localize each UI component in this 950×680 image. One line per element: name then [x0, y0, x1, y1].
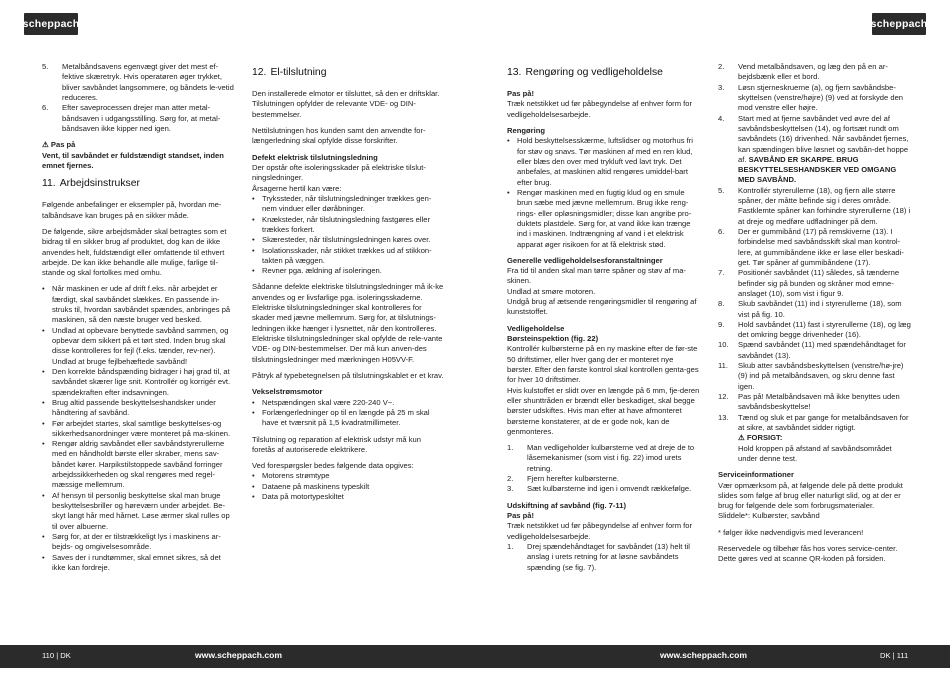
- bullet-item: • Før arbejdet startes, skal samtlige beskyttelses-og sikkerhedsanordninger være monteret på ma-skinen.: [42, 419, 234, 440]
- bullet-item: • Trykssteder, når tilslutningsledninger trækkes gen-nem vinduer eller døråbninger.: [252, 194, 444, 215]
- list-item: 12. Pas på! Metalbåndsaven må ikke benyttes uden savbåndsbeskyttelse!: [718, 392, 900, 412]
- column-4: [718, 62, 911, 571]
- paragraph: Træk netstikket ud før påbegyndelse af enhver form for vedligeholdelsesarbejde.: [507, 99, 693, 119]
- website-link-left[interactable]: www.scheppach.com: [195, 650, 283, 660]
- list-item: 10. Spænd savbåndet (11) med spændehåndtaget for savbåndet (13).: [718, 340, 906, 360]
- paragraph: Reservedele og tilbehør fås hos vores service-center. Dette gøres ved at scanne QR-koden på forsiden.: [718, 544, 898, 564]
- list-item: 1. Man vedligeholder kulbørsterne ved at dreje de to låsemekanismer (som vist i fig. 22) imod urets retning.: [507, 443, 695, 473]
- page-number-left: 110 | DK: [42, 651, 71, 660]
- bullet-item: • Brug altid passende beskyttelseshandsker under håndtering af savbånd.: [42, 398, 234, 419]
- paragraph: Undlad at smøre motoren.: [507, 286, 596, 296]
- page-number-right: DK | 111: [880, 651, 909, 660]
- subheading: Generelle vedligeholdelsesforanstaltninger: [507, 255, 663, 265]
- paragraph: Sådanne defekte elektriske tilslutningsledninger må ik-ke anvendes og er livsfarlige pga. isoleringsskaderne. Elektriske tilslutningsledninger skal kontrolleres for skader med jævne mellemrum. Sørg for, at tilslutnings-ledningen ikke hænger i lysnettet, når den kontrolleres. Elektriske tilslutningsledninger skal opfylde de rele-vante VDE- og DIN-bestemmelser. Der må kun anven-des tilslutningsledninger med mærkningen H05VV-F.: [252, 282, 444, 364]
- list-item: 11. Skub atter savbåndsbeskyttelsen (venstre/hø-jre) (9) ind på metalbåndsaven, og skru denne fast igen.: [718, 361, 904, 391]
- paragraph: Ved forespørgsler bedes følgende data opgives:: [252, 461, 414, 471]
- list-item: 5. Kontrollér styrerullerne (18), og fjern alle større spåner, der måtte befinde sig i deres område. Fastklemte spåner kan forhindre styrerullerne (18) i at dreje og medføre udfladninger på dem.: [718, 185, 911, 226]
- bullet-item: • Sørg for, at der er tilstrækkeligt lys i maskinens ar-bejds- og omgivelsesområde.: [42, 532, 234, 553]
- list-item: 2. Fjern herefter kulbørsterne.: [507, 474, 620, 484]
- subheading: Vekselstrømsmotor: [252, 387, 323, 397]
- bullet-item: • Når maskinen er ude af drift f.eks. når arbejdet er færdigt, skal savbåndet slækkes. En passende in-struks til, hvordan savbåndet spændes, anbringes på maskinen, så den næste bruger ved besked.: [42, 284, 234, 325]
- list-item: 4. Start med at fjerne savbåndet ved øvre del af savbåndsbeskyttelsen (14), og fortsæt rundt om savbåndets (16) drivenhed. Når savbåndet fjernes, kan spændingen blive løsnet og savbån-det hoppe af. SAVBÅND ER SKARPE. BRUG BESKYTTELSESHANDSKER VED OMGANG MED SAVBÅND.: [718, 113, 909, 185]
- paragraph: Vær opmærksom på, at følgende dele på dette produkt slides som følge af brug eller naturligt slid, og at der er brug for følgende dele som forbrugsmaterialer.: [718, 480, 903, 511]
- bullet-item: • Saves der i rundtømmer, skal emnet sikres, så det ikke kan fordreje.: [42, 553, 234, 574]
- paragraph: Følgende anbefalinger er eksempler på, hvordan me-talbåndsave kan bruges på en sikker måde.: [42, 200, 222, 220]
- subheading: Børsteinspektion (fig. 22): [507, 334, 599, 344]
- list-item: 2. Vend metalbåndsaven, og læg den på en ar-bejdsbænk eller et bord.: [718, 62, 888, 82]
- caution-text: Hold kroppen på afstand af savbåndsområdet under denne test.: [738, 443, 892, 463]
- paragraph: Kontrollér kulbørsterne på en ny maskine efter de før-ste 50 driftstimer, eller hver gang der er monteret nye børster. Efter den første kontrol skal kontrollen genta-ges for hver 10 driftstimer.: [507, 344, 699, 385]
- paragraph: Fra tid til anden skal man tørre spåner og støv af ma-skinen.: [507, 266, 686, 286]
- bullet-item: • Netspændingen skal være 220-240 V~.: [252, 398, 444, 408]
- paragraph: De følgende, sikre arbejdsmåder skal betragtes som et bidrag til en sikker brug af produktet, dog kan de ikke anvendes helt, fuldstændigt eller omfattende til ethvert arbejde. De kan ikke behandle alle mulige, farlige til-stande og skal fortolkes med omhu.: [42, 226, 227, 278]
- paragraph: Hvis kulstoffet er slidt over en længde på 6 mm, fje-deren eller shunttråden er brændt eller beskadiget, skal begge børster udskiftes. Hvis man efter at have afmonteret børsterne konstaterer, at de er gode nok, kan de genmonteres.: [507, 385, 700, 436]
- paragraph: Træk netstikket ud før påbegyndelse af enhver form for vedligeholdelsesarbejde.: [507, 521, 693, 541]
- bullet-item: • Rengør aldrig savbåndet eller savbåndstyrerullerne med en håndholdt børste eller skraber, mens sav-båndet kører. Harpikstilstoppede savbånd forringer arbejdssikkerheden og skal rengøres med regel-mæssige mellemrum.: [42, 439, 234, 491]
- bullet-item: • Knæksteder, når tilslutningsledning fastgøres eller trækkes forkert.: [252, 215, 444, 236]
- list-item: 6. Der er gummibånd (17) på remskiverne (13). I forbindelse med savbåndsskift skal man kontrol-lere, at gummibåndene ikke er løse eller beskadi-get. Tør spåner af gummibåndene (17).: [718, 227, 904, 267]
- bullet-item: • Rengør maskinen med en fugtig klud og en smule brun sæbe med jævne mellemrum. Brug ikke reng-rings- eller opløsningsmidler; disse kan angribe pro-duktets plastdele. Sørg for, at vand ikke kan trænge ind i maskinen. Indtrængning af vand i et elektrisk apparat øger risikoen for at få elektrisk stød.: [507, 188, 700, 250]
- column-1: [42, 62, 234, 573]
- list-item: 6. Efter saveprocessen drejer man atter metal-båndsaven i udgangsstilling. Sørg for, at metal-båndsaven ikke kipper ned igen.: [42, 103, 221, 133]
- section-heading-13: 13. Rengøring og vedligeholdelse: [507, 67, 663, 78]
- brand-logo-right: scheppach: [872, 13, 926, 35]
- bullet-item: • Hold beskyttelsesskærme, luftslidser og motorhus fri for støv og snavs. Tør maskinen af med en ren klud, eller blæs den over med trykluft ved lavt tryk. Det anbefales, at maskinen altid rengøres umiddel-bart efter brug.: [507, 136, 700, 188]
- caution-title: ⚠ FORSIGT:: [738, 433, 783, 443]
- list-item: 8. Skub savbåndet (11) ind i styrerullerne (18), som vist på fig. 10.: [718, 299, 902, 319]
- subheading: Vedligeholdelse: [507, 323, 565, 333]
- list-item: [718, 433, 911, 443]
- bullet-item: • Isolationsskader, når stikket trækkes ud af stikkon-takten på væggen.: [252, 246, 444, 267]
- bullet-item: • Dataene på maskinens typeskilt: [252, 482, 444, 492]
- warning-inline: SAVBÅND ER SKARPE. BRUG BESKYTTELSESHANDSKER VED OMGANG MED SAVBÅND.: [738, 154, 897, 185]
- paragraph: Der opstår ofte isoleringsskader på elektriske tilslut-ningsledninger.: [252, 163, 426, 183]
- paragraph: Tilslutning og reparation af elektrisk udstyr må kun foretås af autoriserede elektrikere.: [252, 434, 421, 454]
- section-heading-12: 12. El-tilslutning: [252, 67, 327, 78]
- bullet-item: • Skæresteder, når tilslutningsledningen køres over.: [252, 235, 444, 245]
- list-item: 3. Sæt kulbørsterne ind igen i omvendt rækkefølge.: [507, 484, 692, 494]
- list-item: 13. Tænd og sluk et par gange for metalbåndsaven for at sikre, at savbåndet sidder rigtigt.: [718, 412, 909, 432]
- paragraph: * følger ikke nødvendigvis med leverancen!: [718, 527, 864, 537]
- subheading: Defekt elektrisk tilslutningsledning: [252, 152, 378, 162]
- paragraph: Nettilslutningen hos kunden samt den anvendte for-længerledning skal opfylde disse forskrifter.: [252, 126, 426, 146]
- column-3: [507, 62, 700, 573]
- list-item: 7. Positionér savbåndet (11) således, så tænderne befinder sig på bunden og skråner mod emne-anslaget (10), som vist i figur 9.: [718, 268, 900, 298]
- list-item: 9. Hold savbåndet (11) fast i styrerullerne (18), og læg det omkring begge drivenheder (16).: [718, 319, 911, 340]
- subheading: Pas på!: [507, 89, 535, 99]
- paragraph: Påtryk af typebetegnelsen på tilslutningskablet er et krav.: [252, 370, 444, 380]
- subheading: Rengøring: [507, 126, 545, 136]
- bullet-item: • Den korrekte båndspænding bidrager i høj grad til, at savbåndet skærer lige snit. Kontrollér og korrigér evt. spændekraften efter indsavningen.: [42, 367, 234, 398]
- paragraph: Sliddele*: Kulbørster, savbånd: [718, 511, 820, 521]
- list-item: 1. Drej spændehåndtaget for savbåndet (13) helt til anslag i urets retning for at løsne savbåndets spænding (se fig. 7).: [507, 541, 690, 572]
- subheading: Serviceinformationer: [718, 470, 794, 480]
- footer-bar: [0, 645, 950, 668]
- list-item: 3. Løsn stjerneskruerne (a), og fjern savbåndsbe-skyttelsen (venstre/højre) (9) ved at forskyde den mod venstre eller højre.: [718, 82, 904, 113]
- subheading: Udskiftning af savbånd (fig. 7-11): [507, 500, 626, 510]
- subheading: Pas på!: [507, 511, 535, 521]
- bullet-item: • Forlængerledninger op til en længde på 25 m skal have et tværsnit på 1,5 kvadratmillimeter.: [252, 408, 444, 429]
- bullet-item: • Af hensyn til personlig beskyttelse skal man bruge beskyttelsesbriller og høreværn under arbejdet. Be-skyt langt hår med hårnet. Løse ærmer skal rulles op til over albuerne.: [42, 491, 234, 532]
- warning-text: Vent, til savbåndet er fuldstændigt standset, inden emnet fjernes.: [42, 150, 224, 170]
- paragraph: Årsagerne hertil kan være:: [252, 183, 342, 193]
- bullet-item: • Revner pga. ældning af isoleringen.: [252, 266, 444, 276]
- warning-title: ⚠ Pas på: [42, 140, 76, 150]
- paragraph: Undgå brug af ætsende rengøringsmidler til rengøring af kunststoffet.: [507, 297, 697, 317]
- website-link-right[interactable]: www.scheppach.com: [660, 650, 748, 660]
- bullet-item: • Undlad at opbevare benyttede savbånd sammen, og opbevar dem sikkert på et tørt sted. Inden brug skal disse kontrolleres for fejl (f.eks. tænder, rev-ner). Undlad at bruge fejlbehæftede savbånd!: [42, 326, 234, 367]
- bullet-item: • Data på motortypeskiltet: [252, 492, 444, 502]
- column-2: [252, 62, 444, 502]
- section-heading-11: 11. Arbejdsinstrukser: [42, 178, 140, 190]
- bullet-item: • Motorens strømtype: [252, 471, 444, 481]
- paragraph: Den installerede elmotor er tilsluttet, så den er driftsklar. Tilslutningen opfylder de relevante VDE- og DIN-bestemmelser.: [252, 89, 440, 119]
- list-item: 5. Metalbåndsavens egenvægt giver det mest ef-fektive skæretryk. Hvis operatøren øger trykket, bliver savbåndet langsommere, og båndets le-vetid reduceres.: [42, 62, 234, 102]
- brand-logo-left: scheppach: [24, 13, 78, 35]
